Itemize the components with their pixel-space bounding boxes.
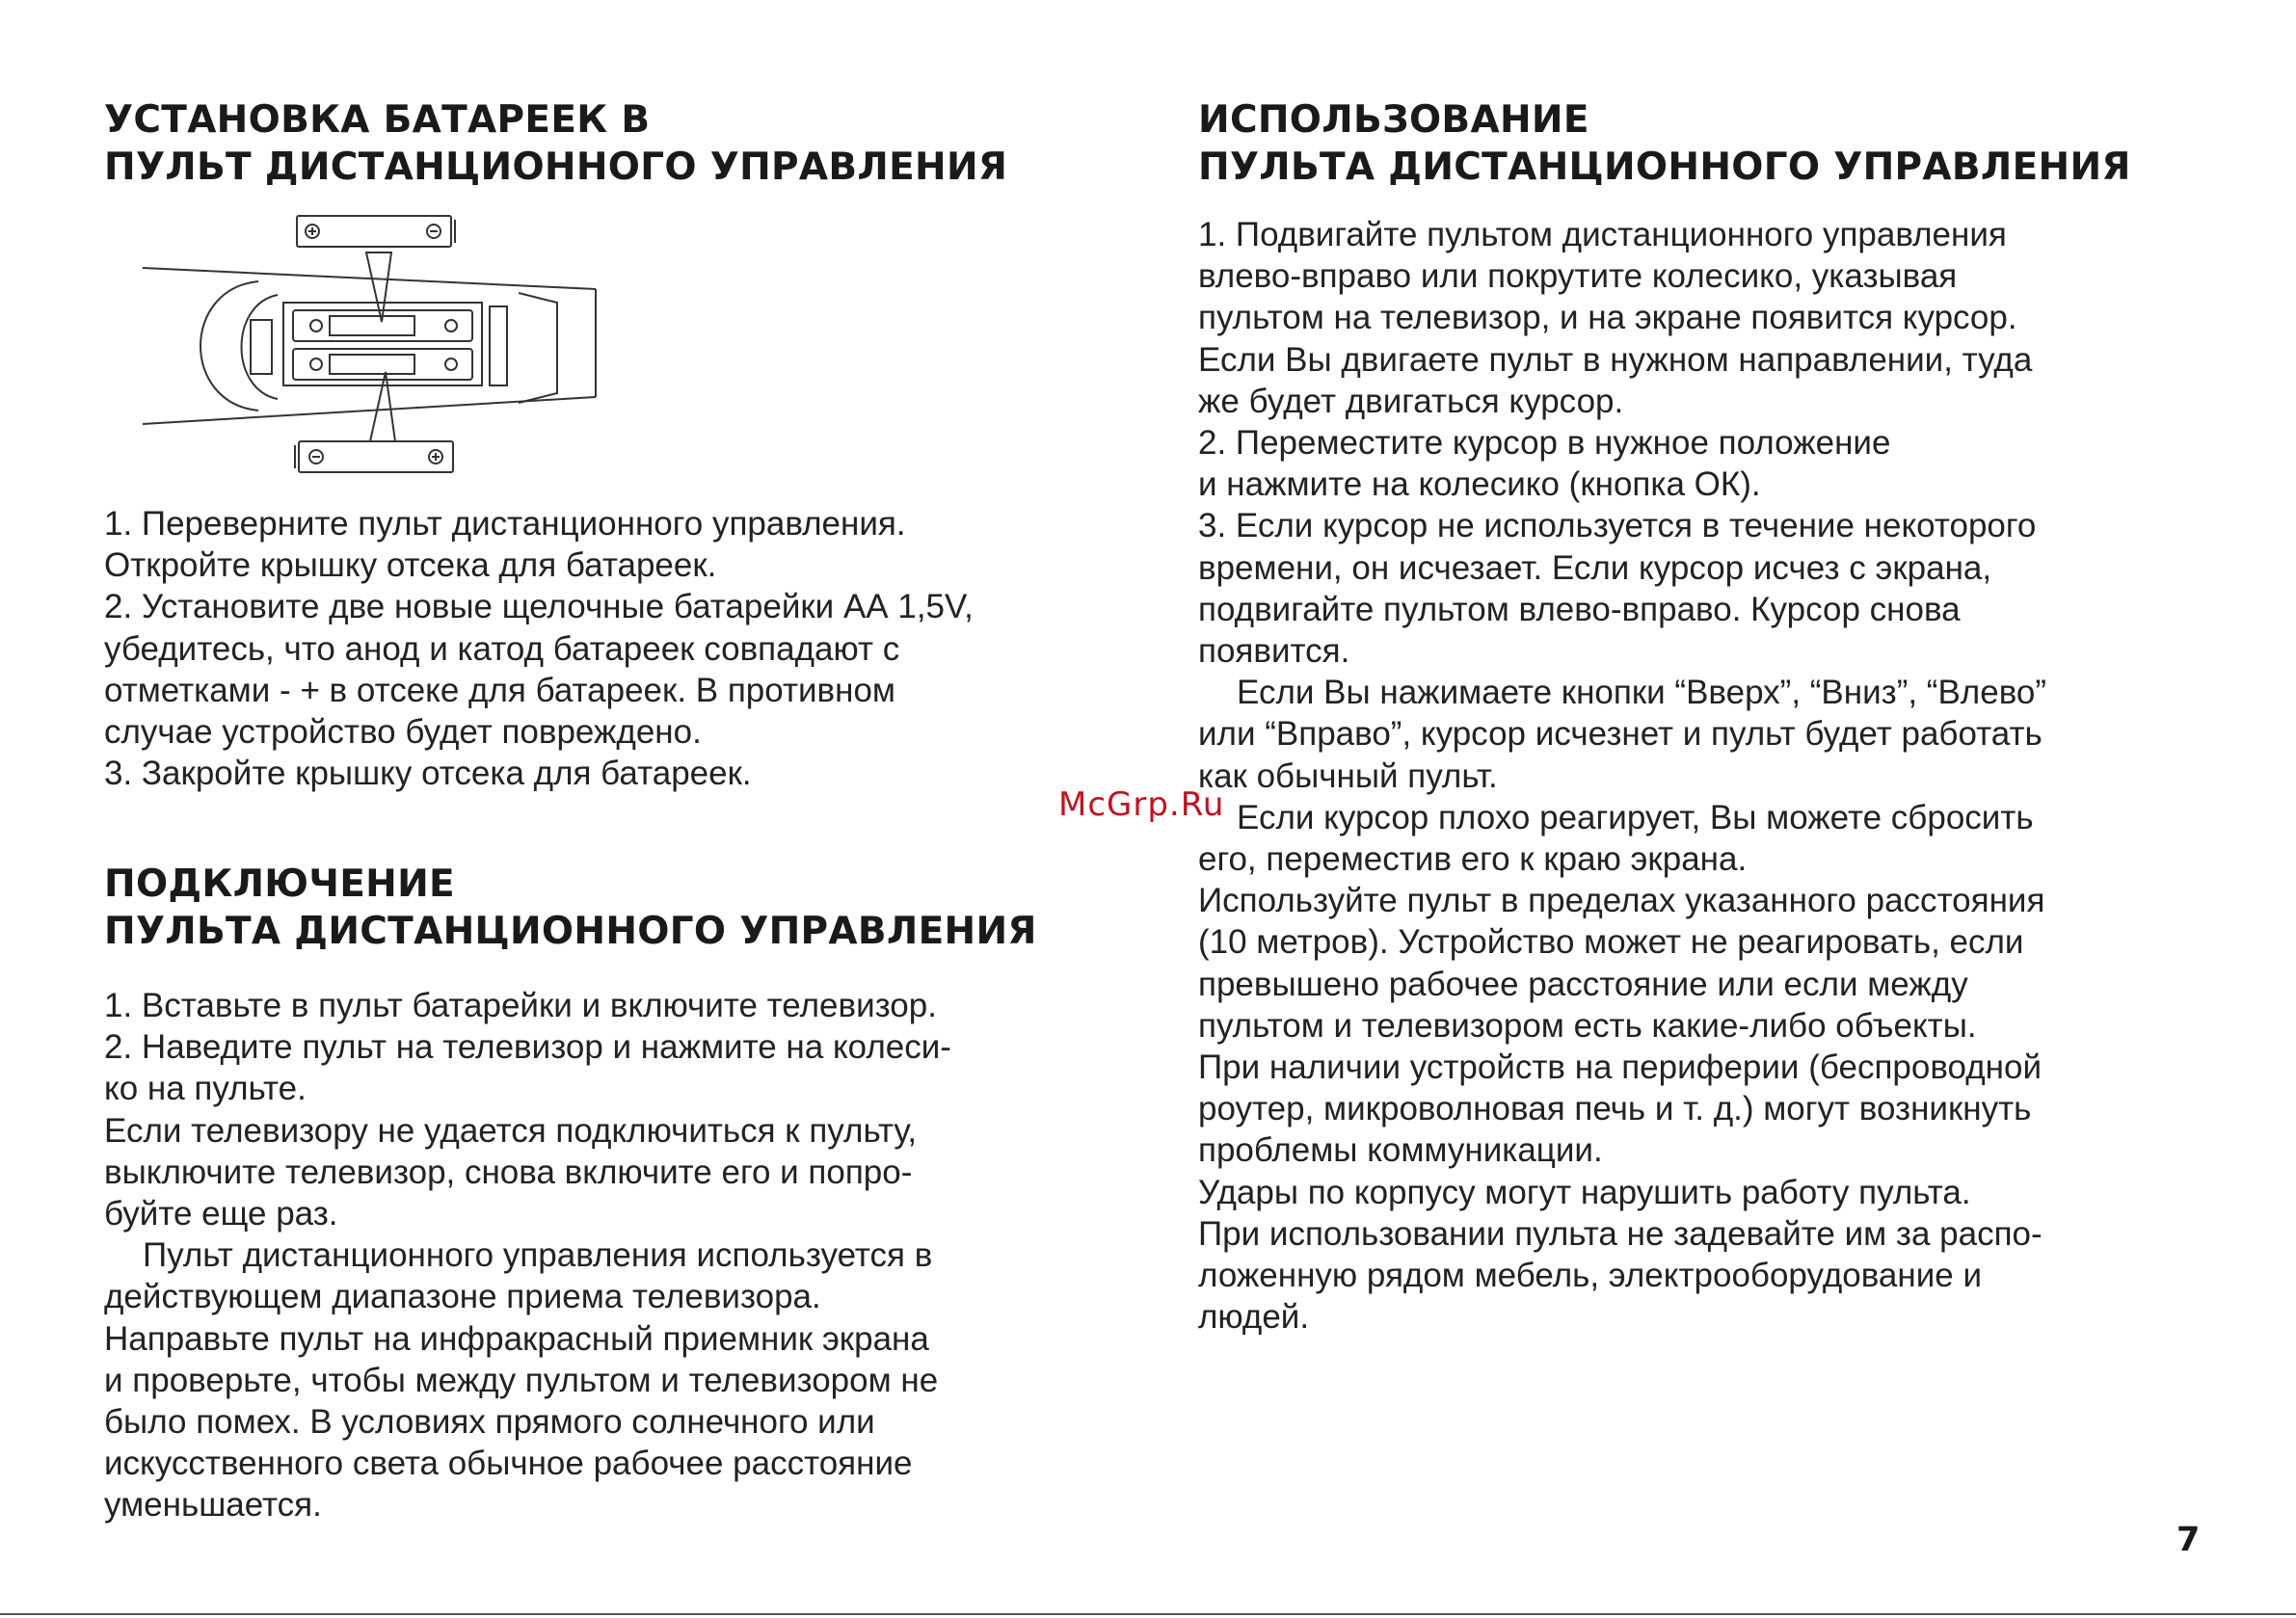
usage-text bbox=[1198, 214, 2046, 1338]
text-line: (10 метров). Устройство может не реагировать, если bbox=[1198, 923, 2024, 962]
text-line: 1. Вставьте в пульт батарейки и включите телевизор. bbox=[104, 987, 937, 1024]
text-line: При наличии устройств на периферии (беспроводной bbox=[1198, 1048, 2042, 1087]
text-line: 2. Наведите пульт на телевизор и нажмите на колеси- bbox=[104, 1028, 951, 1067]
connection-heading: ПОДКЛЮЧЕНИЕ ПУЛЬТА ДИСТАНЦИОННОГО УПРАВЛЕНИЯ bbox=[104, 862, 1037, 953]
text-line: Используйте пульт в пределах указанного расстояния bbox=[1198, 882, 2045, 920]
text-line: отметками - + в отсеке для батареек. В противном bbox=[104, 671, 895, 709]
battery-install-heading: УСТАНОВКА БАТАРЕЕК В ПУЛЬТ ДИСТАНЦИОННОГО УПРАВЛЕНИЯ bbox=[104, 98, 1008, 189]
arrow-down-icon bbox=[366, 252, 391, 322]
battery-installation-diagram bbox=[143, 214, 609, 486]
usage-heading: ИСПОЛЬЗОВАНИЕ ПУЛЬТА ДИСТАНЦИОННОГО УПРАВЛЕНИЯ bbox=[1198, 98, 2131, 189]
text-line: выключите телевизор, снова включите его и попро- bbox=[104, 1153, 913, 1191]
text-line: 1. Подвигайте пультом дистанционного управления bbox=[1198, 216, 2007, 253]
text-line: Удары по корпусу могут нарушить работу пульта. bbox=[1198, 1173, 1971, 1211]
text-line: Если Вы нажимаете кнопки “Вверх”, “Вниз”, “Влево” bbox=[1237, 674, 2047, 712]
text-line: появится. bbox=[1198, 632, 1350, 671]
text-line: буйте еще раз. bbox=[104, 1195, 338, 1233]
text-line: влево-вправо или покрутите колесико, указывая bbox=[1198, 257, 1958, 296]
text-line: Если телевизору не удается подключиться к пульту, bbox=[104, 1111, 918, 1150]
text-line: Пульт дистанционного управления используется в bbox=[143, 1236, 933, 1275]
text-line: ложенную рядом мебель, электрооборудование и bbox=[1198, 1257, 1982, 1295]
text-line: же будет двигаться курсор. bbox=[1198, 382, 1624, 420]
text-line: Откройте крышку отсека для батареек. bbox=[104, 546, 717, 585]
text-line: убедитесь, что анод и катод батареек совпадают с bbox=[104, 629, 900, 668]
text-line: 2. Установите две новые щелочные батарейки АА 1,5V, bbox=[104, 588, 974, 626]
text-line: проблемы коммуникации. bbox=[1198, 1131, 1603, 1170]
text-line: 3. Закройте крышку отсека для батареек. bbox=[104, 755, 752, 793]
battery-install-text bbox=[104, 503, 974, 794]
page-number: 7 bbox=[2176, 1521, 2201, 1559]
text-line: ко на пульте. bbox=[104, 1070, 307, 1108]
text-line: Если Вы двигаете пульт в нужном направлении, туда bbox=[1198, 340, 2033, 379]
arrow-up-icon bbox=[370, 372, 395, 441]
remote-body bbox=[143, 268, 596, 424]
text-line: пультом и телевизором есть какие-либо объекты. bbox=[1198, 1006, 1977, 1045]
text-line: пультом на телевизор, и на экране появится курсор. bbox=[1198, 299, 2017, 337]
text-line: роутер, микроволновая печь и т. д.) могут возникнуть bbox=[1198, 1090, 2032, 1128]
text-line: уменьшается. bbox=[104, 1486, 322, 1525]
text-line: 3. Если курсор не используется в течение некоторого bbox=[1198, 507, 2037, 545]
text-line: Если курсор плохо реагирует, Вы можете сбросить bbox=[1237, 798, 2034, 836]
watermark: McGrp.Ru bbox=[1058, 785, 1225, 824]
text-line: его, переместив его к краю экрана. bbox=[1198, 840, 1748, 879]
text-line: и проверьте, чтобы между пультом и телевизором не bbox=[104, 1361, 939, 1399]
text-line: действующем диапазоне приема телевизора. bbox=[104, 1278, 821, 1316]
text-line: При использовании пульта не задевайте им за распо- bbox=[1198, 1214, 2042, 1253]
text-line: было помех. В условиях прямого солнечного или bbox=[104, 1403, 875, 1442]
text-line: или “Вправо”, курсор исчезнет и пульт будет работать bbox=[1198, 715, 2042, 754]
text-line: превышено рабочее расстояние или если между bbox=[1198, 965, 1968, 1003]
text-line: случае устройство будет повреждено. bbox=[104, 713, 702, 752]
text-line: и нажмите на колесико (кнопка ОК). bbox=[1198, 465, 1761, 504]
text-line: 2. Переместите курсор в нужное положение bbox=[1198, 424, 1891, 463]
bottom-divider bbox=[0, 1613, 2296, 1615]
text-line: 1. Переверните пульт дистанционного управления. bbox=[104, 505, 906, 543]
text-line: искусственного света обычное рабочее расстояние bbox=[104, 1445, 913, 1483]
battery-icon bbox=[295, 441, 453, 472]
battery-icon bbox=[297, 216, 455, 247]
text-line: Направьте пульт на инфракрасный приемник экрана bbox=[104, 1319, 929, 1358]
text-line: людей. bbox=[1198, 1298, 1310, 1337]
connection-text bbox=[104, 985, 951, 1526]
text-line: времени, он исчезает. Если курсор исчез с экрана, bbox=[1198, 548, 1992, 587]
text-line: как обычный пульт. bbox=[1198, 756, 1498, 795]
text-line: подвигайте пультом влево-вправо. Курсор снова bbox=[1198, 590, 1961, 628]
